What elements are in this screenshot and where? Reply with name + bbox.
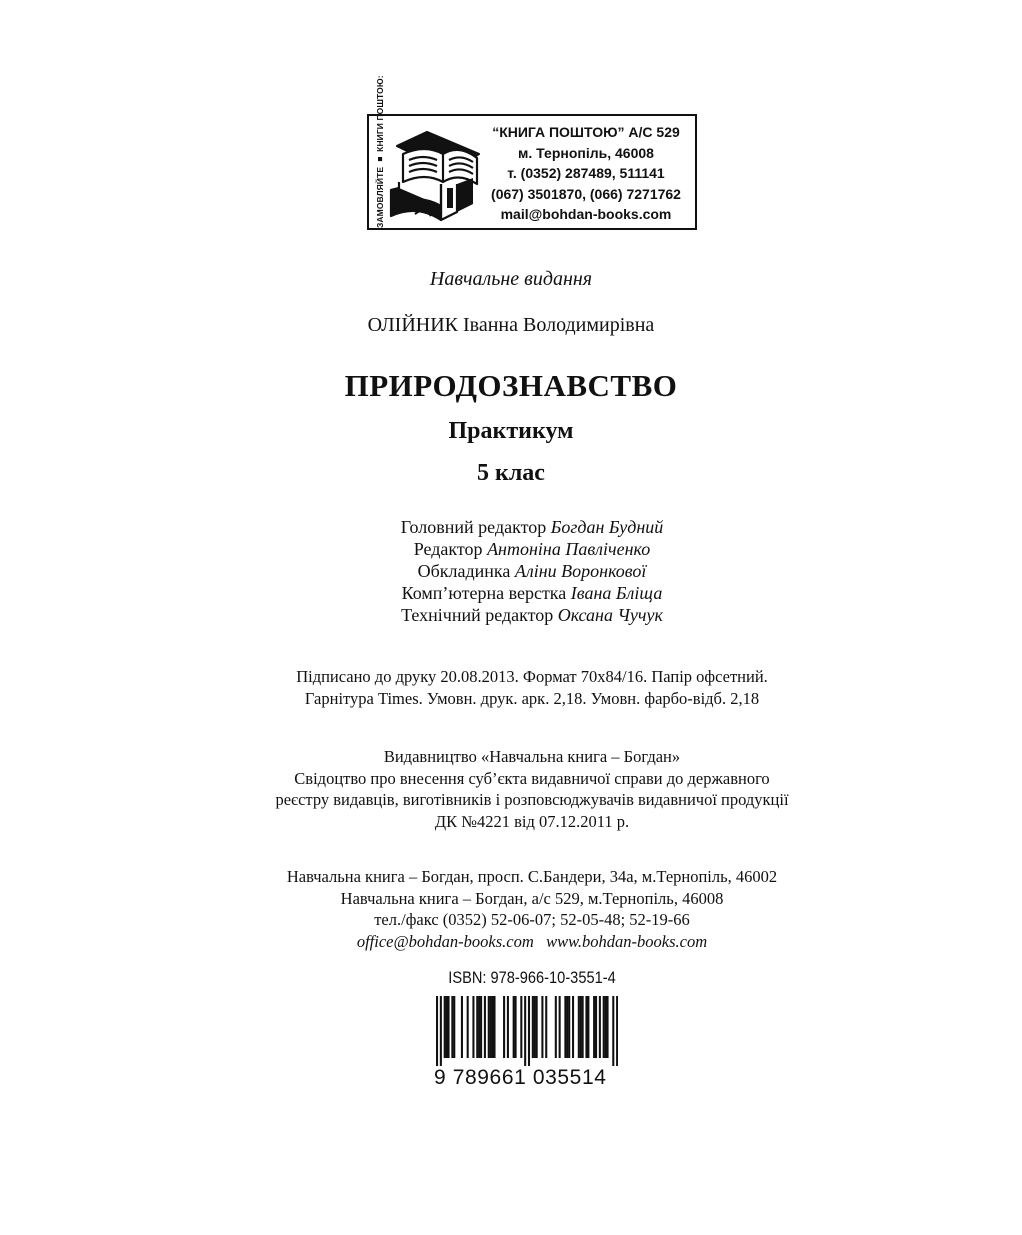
barcode-bar: [566, 996, 568, 1058]
barcode-bar: [612, 996, 614, 1066]
credit-role: Редактор: [413, 539, 483, 559]
barcode-bar: [603, 996, 605, 1058]
credit-line: [0, 560, 1022, 582]
barcode-bar: [559, 996, 561, 1058]
barcode-bar: [534, 996, 536, 1058]
barcode-bar: [520, 996, 522, 1058]
contact-line: Навчальна книга – Богдан, а/с 529, м.Тернопіль, 46008: [340, 888, 724, 908]
publisher-line: Видавництво «Навчальна книга – Богдан»: [383, 747, 681, 766]
credit-name: Антоніна Павліченко: [487, 539, 651, 559]
stamp-address: [475, 122, 697, 225]
book-title: ПРИРОДОЗНАВСТВО: [344, 368, 678, 403]
barcode-bar: [453, 996, 455, 1058]
contact-line: тел./факс (0352) 52-06-07; 52-05-48; 52-19-66: [374, 910, 690, 929]
barcode-bar: [447, 996, 449, 1058]
credit-line: [0, 538, 1022, 560]
stamp-line: т. (0352) 287489, 511141: [507, 165, 665, 181]
barcode-bar: [578, 996, 580, 1058]
contact-line: Навчальна книга – Богдан, просп. С.Бандери, 34а, м.Тернопіль, 46002: [286, 867, 778, 886]
barcode-bar: [493, 996, 495, 1058]
barcode-bar: [587, 996, 589, 1058]
barcode-bar: [599, 996, 601, 1058]
credits-list: [0, 516, 1022, 626]
barcode-bar: [532, 996, 534, 1058]
credit-line: [0, 516, 1022, 538]
barcode-bar: [461, 996, 463, 1058]
barcode-bar: [528, 996, 530, 1066]
stamp-line: (067) 3501870, (066) 7271762: [491, 185, 681, 202]
barcode-bar: [446, 996, 448, 1058]
barcode-bar: [472, 996, 474, 1058]
barcode-bar: [513, 996, 515, 1058]
print-info-line: Гарнітура Times. Умовн. друк. арк. 2,18. Умовн. фарбо-відб. 2,18: [304, 688, 760, 708]
book-subtitle: Практикум: [448, 418, 574, 444]
print-info-line: Підписано до друку 20.08.2013. Формат 70х84/16. Папір офсетний.: [296, 667, 768, 686]
grade-level: 5 клас: [477, 460, 545, 486]
author: ОЛІЙНИК Іванна Володимирівна: [367, 314, 655, 336]
barcode-bar: [507, 996, 509, 1058]
credit-line: [0, 604, 1022, 626]
web-contacts: [0, 931, 1022, 953]
open-books-icon: [387, 124, 483, 228]
barcode-bar: [478, 996, 480, 1058]
barcode-bar: [524, 996, 526, 1066]
credit-name: Івана Бліща: [570, 583, 663, 603]
credit-role: Технічний редактор: [401, 605, 554, 625]
stamp-line: “КНИГА ПОШТОЮ” А/С 529: [492, 124, 680, 140]
edition-type: Навчальне видання: [429, 268, 593, 290]
barcode-bar: [480, 996, 482, 1058]
isbn: ISBN: 978-966-10-3551-4: [448, 968, 616, 987]
barcode-bar: [545, 996, 547, 1058]
barcode-bar: [572, 996, 574, 1058]
barcode-bar: [484, 996, 486, 1058]
barcode-bar: [616, 996, 618, 1066]
barcode-bar: [568, 996, 570, 1058]
publisher-line: реєстру видавців, виготівників і розповсюджувачів видавничої продукції: [275, 790, 789, 809]
barcode-bar: [515, 996, 517, 1058]
credit-role: Головний редактор: [400, 517, 547, 537]
contact-info: [0, 866, 1022, 952]
barcode-bar: [440, 996, 442, 1066]
barcode-bar: [451, 996, 453, 1058]
barcode-bar: [605, 996, 607, 1058]
barcode-bar: [585, 996, 587, 1058]
publisher-info: [0, 746, 1022, 832]
credit-name: Аліни Воронкової: [514, 561, 647, 581]
publisher-line: ДК №4221 від 07.12.2011 р.: [434, 811, 630, 831]
barcode-bar: [467, 996, 469, 1058]
barcode-bar: [503, 996, 505, 1058]
credit-role: Обкладинка: [417, 561, 511, 581]
publisher-line: Свідоцтво про внесення суб’єкта видавничої справи до державного: [294, 768, 770, 788]
barcode-bar: [492, 996, 494, 1058]
credit-name: Богдан Будний: [550, 517, 664, 537]
barcode-digits: 9 789661 035514: [434, 1066, 607, 1089]
barcode-bar: [536, 996, 538, 1058]
barcode-bar: [488, 996, 490, 1058]
credit-role: Комп’ютерна верстка: [401, 583, 567, 603]
barcode-bar: [444, 996, 446, 1058]
barcode-bar: [595, 996, 597, 1058]
stamp-side-text: ЗАМОВЛЯЙТЕ ■ КНИГИ ПОШТОЮ:: [375, 75, 385, 228]
barcode-bar: [541, 996, 543, 1058]
barcode-bar: [476, 996, 478, 1058]
barcode-bar: [490, 996, 492, 1058]
barcode-bar: [582, 996, 584, 1058]
print-info: [0, 666, 1022, 709]
office-email-link[interactable]: office@bohdan-books.com: [356, 931, 534, 951]
credit-name: Оксана Чучук: [557, 605, 663, 625]
credit-line: [0, 582, 1022, 604]
barcode-bar: [555, 996, 557, 1058]
website-link[interactable]: www.bohdan-books.com: [546, 931, 708, 951]
barcode-bar: [436, 996, 438, 1066]
stamp-email[interactable]: mail@bohdan-books.com: [500, 206, 672, 222]
barcode-bar: [580, 996, 582, 1058]
mail-order-stamp: [367, 75, 697, 230]
ean13-barcode: [436, 996, 618, 1066]
stamp-line: м. Тернопіль, 46008: [518, 144, 654, 161]
barcode-bar: [593, 996, 595, 1058]
barcode-bar: [564, 996, 566, 1058]
barcode-bar: [607, 996, 609, 1058]
